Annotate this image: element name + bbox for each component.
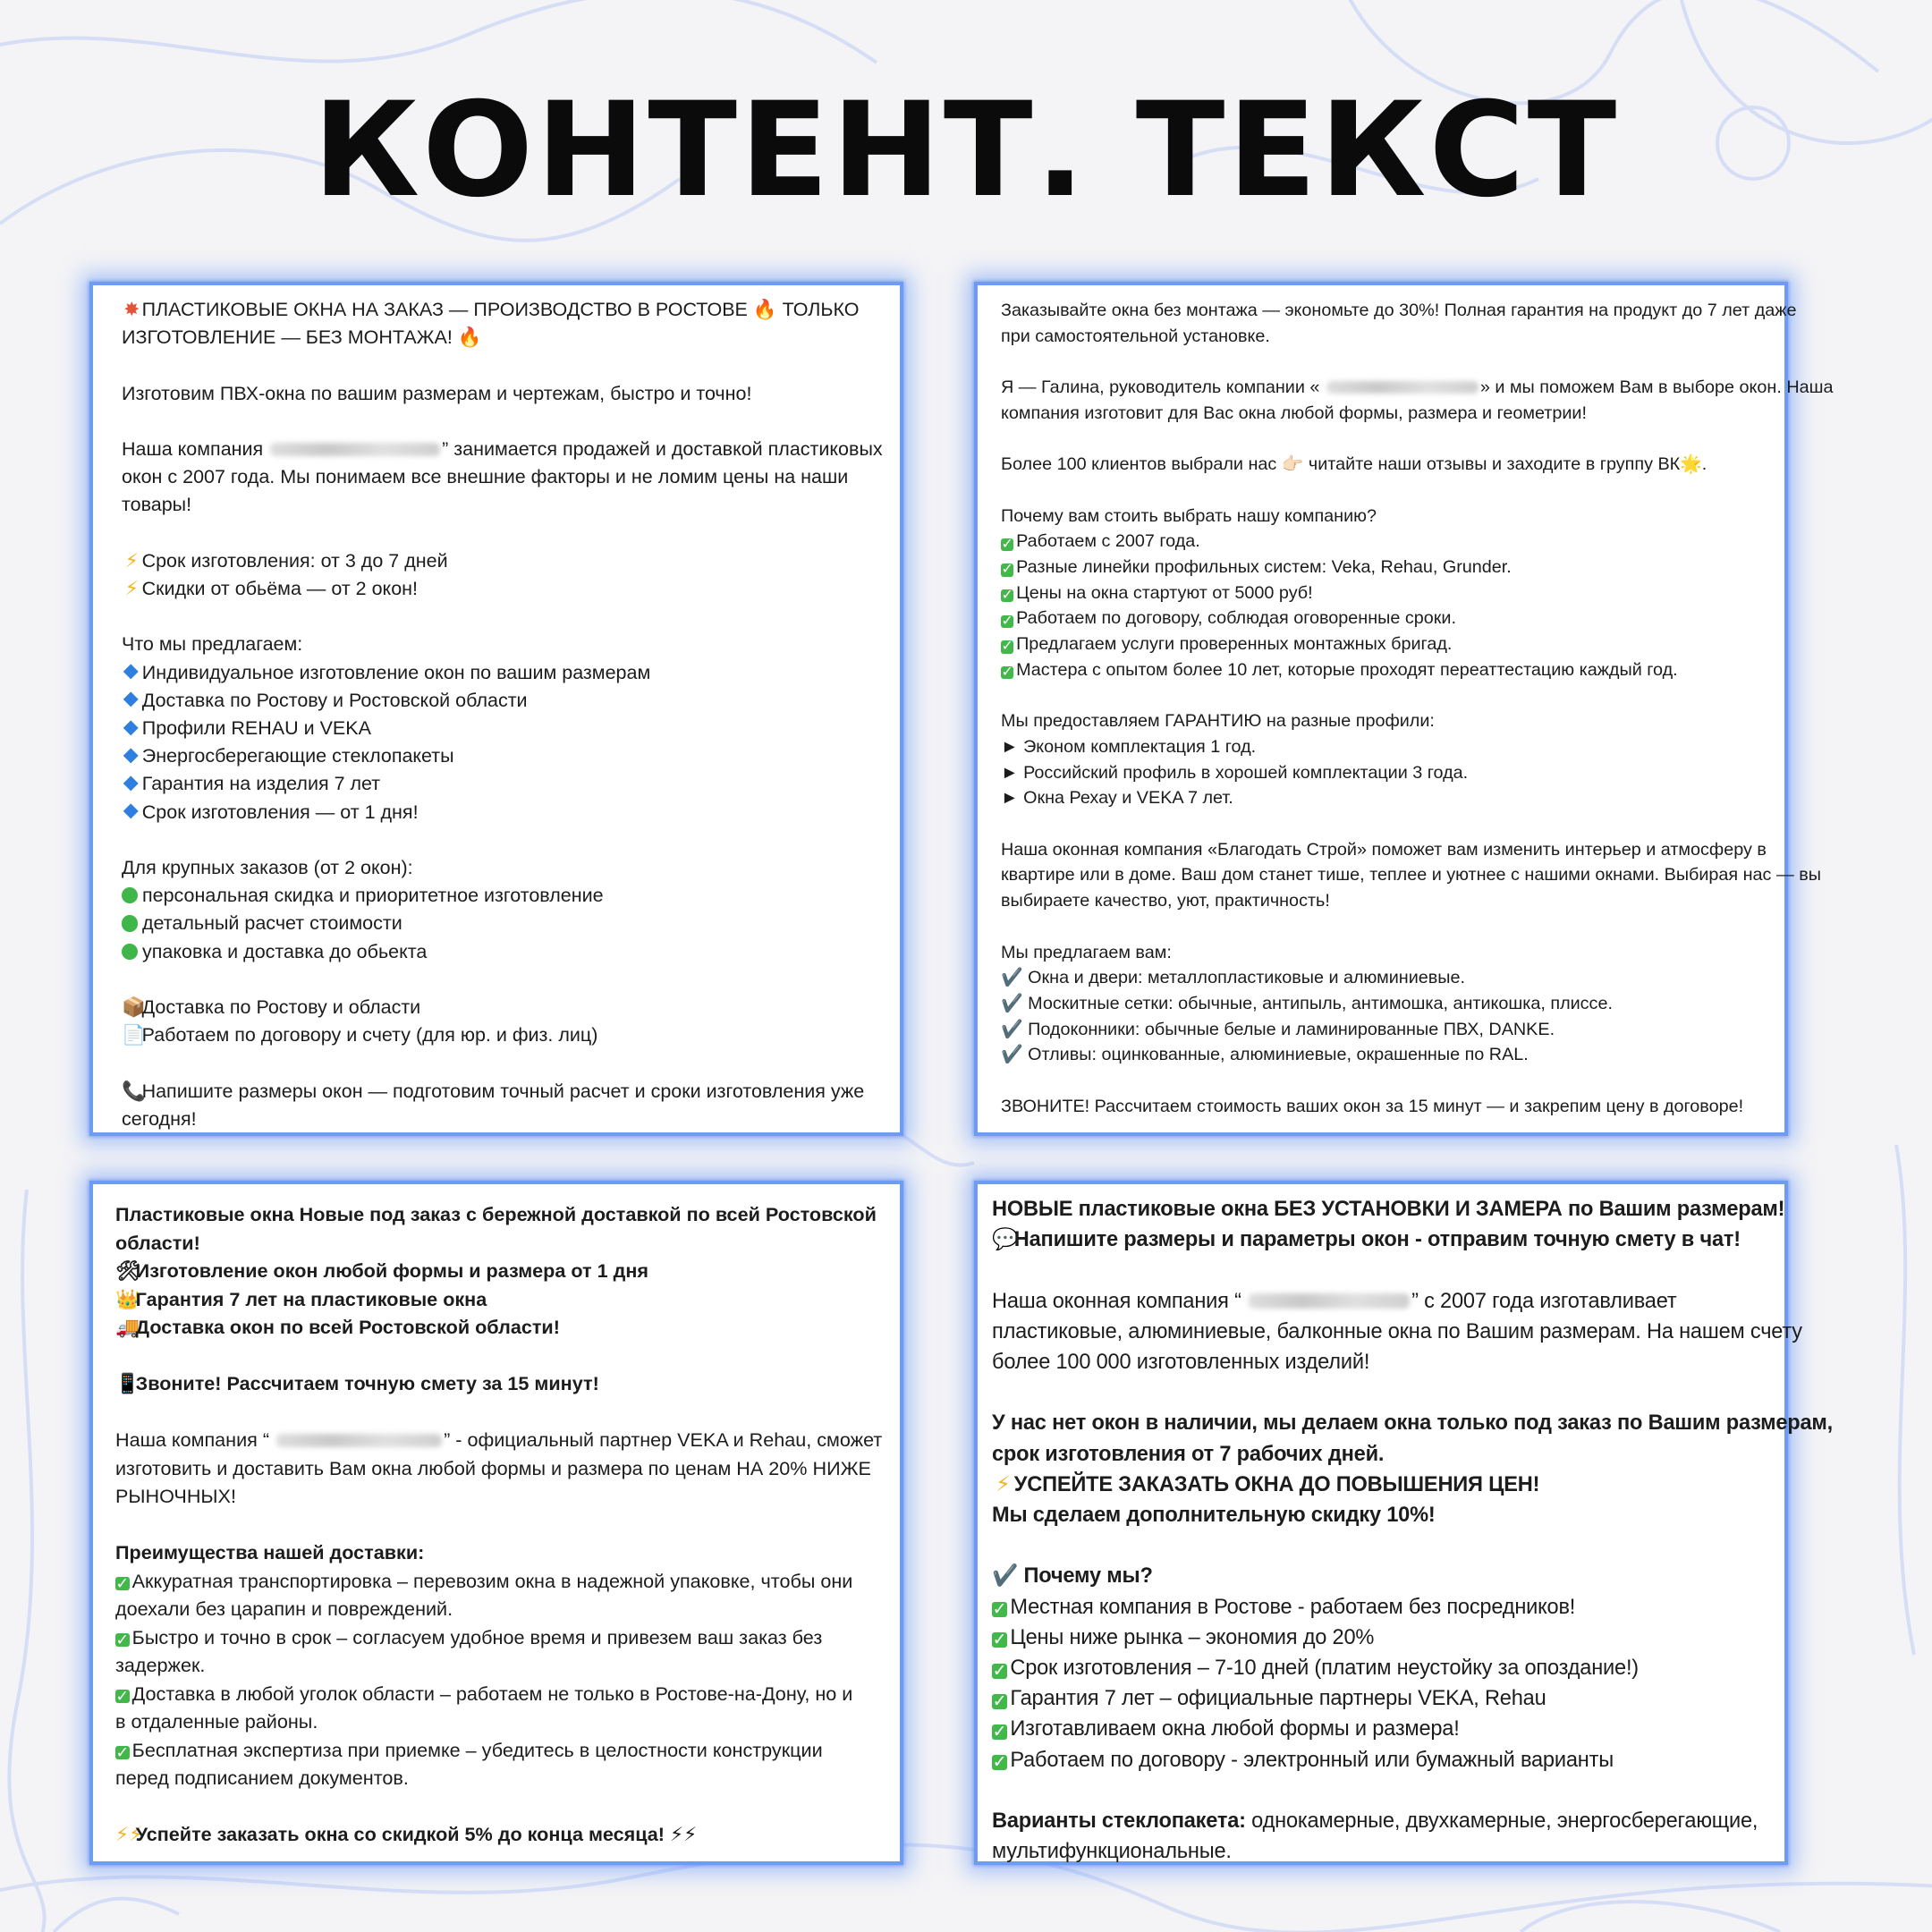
blue-diamond-icon bbox=[123, 748, 139, 764]
text-line bbox=[1001, 940, 1761, 966]
burst-icon: ✸ bbox=[123, 299, 140, 320]
checkmark-icon: ✓ bbox=[1001, 536, 1013, 552]
text-line bbox=[1001, 478, 1761, 504]
text-line bbox=[992, 1714, 1765, 1744]
line-text: окон с 2007 года. Мы понимаем все внешние факторы и не ломим цены на наши bbox=[122, 466, 849, 488]
mobile-phone-icon: 📱 bbox=[115, 1372, 140, 1394]
checkmark-icon: ✓ bbox=[992, 1722, 1007, 1741]
text-line bbox=[122, 826, 873, 854]
line-text: Индивидуальное изготовление окон по вашим размерам bbox=[141, 661, 651, 683]
text-line bbox=[1001, 683, 1761, 709]
double-lightning-icon: ⚡⚡ bbox=[115, 1823, 143, 1845]
text-line bbox=[122, 1021, 873, 1049]
line-text: Энергосберегающие стеклопакеты bbox=[141, 745, 454, 767]
text-line bbox=[1001, 708, 1761, 734]
line-text: Разные линейки профильных систем: Veka, Rehau, Grunder. bbox=[1016, 557, 1512, 578]
redacted-company-name bbox=[1249, 1293, 1410, 1309]
text-line bbox=[1001, 862, 1821, 888]
line-text: в отдаленные районы. bbox=[115, 1710, 318, 1733]
text-line bbox=[122, 994, 873, 1021]
text-line bbox=[992, 1500, 1765, 1530]
text-line bbox=[992, 1806, 1765, 1836]
variants-text: однокамерные, двухкамерные, энергосберегающие, bbox=[1245, 1809, 1758, 1834]
text-line bbox=[122, 742, 873, 770]
text-line bbox=[1001, 785, 1761, 811]
text-line bbox=[1001, 375, 1834, 401]
text-line bbox=[1001, 657, 1761, 683]
text-line bbox=[1001, 555, 1761, 580]
text-line bbox=[115, 1313, 877, 1342]
text-line bbox=[115, 1595, 877, 1623]
line-text: персональная скидка и приоритетное изготовление bbox=[141, 885, 604, 907]
line-text: УСПЕЙТЕ ЗАКАЗАТЬ ОКНА ДО ПОВЫШЕНИЯ ЦЕН! bbox=[1013, 1472, 1540, 1496]
text-line bbox=[992, 1623, 1765, 1653]
text-line bbox=[122, 603, 873, 631]
package-icon: 📦 bbox=[122, 996, 146, 1019]
text-line bbox=[122, 491, 873, 519]
line-text: Доставка по Ростову и Ростовской области bbox=[141, 689, 528, 711]
text-line bbox=[115, 1229, 877, 1258]
text-line bbox=[1001, 580, 1761, 606]
line-text: Местная компания в Ростове - работаем без посредников! bbox=[1010, 1595, 1576, 1619]
line-text: Работаем по договору и счету (для юр. и физ. лиц) bbox=[141, 1024, 598, 1046]
text-line bbox=[992, 1836, 1765, 1867]
line-text: Изготовим ПВХ-окна по вашим размерам и чертежам, быстро и точно! bbox=[122, 382, 752, 404]
text-line bbox=[115, 1200, 877, 1229]
text-line bbox=[992, 1439, 1765, 1470]
text-line bbox=[115, 1285, 877, 1314]
text-line bbox=[115, 1707, 877, 1736]
line-text: Бесплатная экспертиза при приемке – убедитесь в целостности конструкции bbox=[131, 1738, 823, 1761]
text-line bbox=[1001, 1042, 1761, 1068]
post-card-2 bbox=[974, 282, 1834, 1136]
text-line bbox=[1001, 1017, 1761, 1043]
line-text: Преимущества нашей доставки: bbox=[115, 1541, 425, 1563]
line-suffix: » и мы поможем Вам в выборе окон. Наша bbox=[1479, 377, 1834, 398]
line-text: перед подписанием документов. bbox=[115, 1767, 409, 1789]
line-text: изготовить и доставить Вам окна любой формы и размера по ценам НА 20% НИЖЕ bbox=[115, 1456, 871, 1479]
text-line bbox=[122, 799, 873, 826]
line-text: Профили REHAU и VEKA bbox=[141, 717, 371, 740]
line-text: ► Российский профиль в хорошей комплектации 3 года. bbox=[1001, 762, 1469, 783]
line-text: пластиковые, алюминиевые, балконные окна по Вашим размерам. На нашем счету bbox=[992, 1319, 1802, 1343]
text-line bbox=[992, 1530, 1765, 1561]
line-text: ИЗГОТОВЛЕНИЕ — БЕЗ МОНТАЖА! bbox=[122, 326, 458, 349]
text-line bbox=[115, 1398, 877, 1427]
text-line bbox=[115, 1567, 877, 1596]
line-text: Заказывайте окна без монтажа — экономьте до 30%! Полная гарантия на продукт до 7 лет даже bbox=[1001, 301, 1797, 320]
text-line bbox=[115, 1764, 877, 1792]
text-line bbox=[1001, 324, 1761, 350]
checkmark-icon: ✓ bbox=[992, 1661, 1007, 1681]
text-line bbox=[122, 1049, 873, 1077]
checkmark-icon: ✓ bbox=[1001, 613, 1013, 629]
line-suffix: 🔥 ТОЛЬКО bbox=[752, 299, 860, 320]
text-line bbox=[122, 966, 873, 994]
line-text: Звоните! Рассчитаем точную смету за 15 минут! bbox=[135, 1372, 599, 1394]
text-line bbox=[115, 1369, 877, 1398]
line-text: У нас нет окон в наличии, мы делаем окна только под заказ по Вашим размерам, bbox=[992, 1411, 1834, 1436]
line-text: детальный расчет стоимости bbox=[141, 912, 402, 935]
text-line bbox=[122, 659, 873, 687]
text-line bbox=[115, 1454, 877, 1483]
post-card-3 bbox=[89, 1181, 903, 1865]
text-line bbox=[122, 408, 873, 436]
tools-icon: 🛠 bbox=[115, 1259, 140, 1282]
checkmark-icon: ✓ bbox=[115, 1573, 129, 1592]
line-suffix: ” с 2007 года изготавливает bbox=[1411, 1289, 1677, 1313]
line-text: Наша оконная компания “ bbox=[992, 1289, 1248, 1313]
line-text: Мы предоставляем ГАРАНТИЮ на разные профили: bbox=[1001, 711, 1435, 732]
text-line bbox=[992, 1224, 1765, 1255]
line-text: Мы сделаем дополнительную скидку 10%! bbox=[992, 1504, 1436, 1528]
line-text: Срок изготовления – 7-10 дней (платим неустойку за опоздание!) bbox=[1010, 1657, 1639, 1681]
text-line bbox=[122, 1106, 873, 1133]
phone-icon: 📞 bbox=[122, 1080, 146, 1102]
text-line bbox=[122, 631, 873, 658]
line-text: Успейте заказать окна со скидкой 5% до конца месяца! bbox=[135, 1823, 670, 1845]
text-line bbox=[122, 770, 873, 798]
text-line bbox=[122, 882, 873, 910]
text-line bbox=[1001, 965, 1761, 991]
line-text: компания изготовит для Вас окна любой формы, размера и геометрии! bbox=[1001, 402, 1587, 423]
line-text: Изготавливаем окна любой формы и размера! bbox=[1010, 1717, 1460, 1741]
text-line bbox=[115, 1651, 877, 1680]
text-line bbox=[122, 575, 873, 603]
line-text: Цены ниже рынка – экономия до 20% bbox=[1010, 1625, 1375, 1649]
text-line bbox=[992, 1775, 1765, 1806]
line-text: доехали без царапин и повреждений. bbox=[115, 1597, 453, 1620]
redacted-company-name bbox=[276, 1434, 442, 1448]
text-line bbox=[992, 1683, 1765, 1714]
text-line bbox=[115, 1680, 877, 1708]
line-text: Доставка в любой уголок области – работаем не только в Ростове-на-Дону, но и bbox=[131, 1682, 853, 1705]
checkmark-icon: ✓ bbox=[115, 1686, 129, 1705]
text-line bbox=[1001, 298, 1797, 324]
text-line bbox=[122, 296, 873, 324]
line-suffix: ⚡⚡ bbox=[670, 1823, 698, 1845]
text-line bbox=[1001, 760, 1761, 786]
checkmark-icon: ✓ bbox=[992, 1691, 1007, 1711]
checkmark-icon: ✓ bbox=[115, 1742, 129, 1761]
line-text: ► Окна Рехау и VEKA 7 лет. bbox=[1001, 788, 1233, 809]
blue-diamond-icon bbox=[123, 692, 139, 708]
redacted-company-name bbox=[1326, 381, 1479, 394]
line-text: Аккуратная транспортировка – перевозим окна в надежной упаковке, чтобы они bbox=[131, 1569, 853, 1592]
text-line bbox=[1001, 452, 1761, 478]
line-text: Доставка по Ростову и области bbox=[141, 996, 421, 1019]
line-text: Быстро и точно в срок – согласуем удобное время и привезем ваш заказ без bbox=[131, 1625, 823, 1648]
text-line bbox=[122, 324, 873, 352]
lightning-icon: ⚡ bbox=[996, 1472, 1011, 1496]
checkmark-icon: ✓ bbox=[115, 1630, 129, 1648]
line-text: Напишите размеры и параметры окон - отправим точную смету в чат! bbox=[1013, 1228, 1741, 1252]
checkmark-icon: ✓ bbox=[992, 1600, 1007, 1620]
text-line bbox=[1001, 401, 1761, 427]
text-line bbox=[115, 1511, 877, 1539]
line-text: при самостоятельной установке. bbox=[1001, 326, 1270, 346]
line-text: области! bbox=[115, 1231, 200, 1254]
blue-diamond-icon bbox=[123, 775, 139, 792]
line-text: товары! bbox=[122, 494, 192, 516]
line-text: Наша оконная компания «Благодать Строй» поможет вам изменить интерьер и атмосферу в bbox=[1001, 839, 1767, 860]
line-text: Мы предлагаем вам: bbox=[1001, 942, 1172, 962]
text-line bbox=[122, 380, 873, 408]
line-text: мультифункциональные. bbox=[992, 1840, 1232, 1864]
line-text: сегодня! bbox=[122, 1107, 197, 1130]
text-line bbox=[115, 1426, 883, 1454]
text-line bbox=[1001, 606, 1761, 631]
checkmark-icon: ✓ bbox=[992, 1631, 1007, 1650]
line-text: квартире или в доме. Ваш дом станет тише, теплее и уютнее с нашими окнами. Выбирая нас — вы bbox=[1001, 865, 1821, 886]
text-line bbox=[1001, 504, 1761, 530]
blue-diamond-icon bbox=[123, 804, 139, 820]
line-suffix: ” - официальный партнер VEKA и Rehau, сможет bbox=[444, 1428, 883, 1451]
text-line bbox=[1001, 1068, 1761, 1094]
text-line bbox=[122, 547, 873, 575]
text-line bbox=[122, 352, 873, 379]
post-card-4 bbox=[974, 1181, 1834, 1865]
green-circle-icon bbox=[122, 887, 138, 903]
line-text: Работаем по договору, соблюдая оговоренные сроки. bbox=[1016, 608, 1456, 629]
line-text: ✔️ Отливы: оцинкованные, алюминиевые, окрашенные по RAL. bbox=[1001, 1045, 1529, 1065]
line-text: Срок изготовления: от 3 до 7 дней bbox=[141, 549, 448, 572]
line-text: Напишите размеры окон — подготовим точный расчет и сроки изготовления уже bbox=[141, 1080, 865, 1102]
speech-bubble-icon: 💬 bbox=[992, 1228, 1019, 1252]
text-line bbox=[115, 1792, 877, 1821]
lightning-icon: ⚡ bbox=[124, 549, 139, 572]
text-line bbox=[122, 910, 873, 937]
text-line bbox=[992, 1286, 1765, 1317]
document-icon: 📄 bbox=[122, 1024, 146, 1046]
line-suffix: ” занимается продажей и доставкой пластиковых bbox=[442, 438, 883, 461]
lightning-icon: ⚡ bbox=[124, 578, 139, 600]
page-title: КОНТЕНТ. ТЕКСТ bbox=[312, 74, 1620, 226]
line-text: ✔️ Окна и двери: металлопластиковые и алюминиевые. bbox=[1001, 968, 1466, 988]
text-line bbox=[1001, 631, 1761, 657]
text-line bbox=[1001, 811, 1761, 837]
line-text: Работаем по договору - электронный или бумажный варианты bbox=[1010, 1748, 1614, 1772]
text-line bbox=[1001, 991, 1761, 1017]
variants-label: Варианты стеклопакета: bbox=[992, 1809, 1246, 1834]
text-line bbox=[122, 715, 873, 742]
text-line bbox=[992, 1317, 1802, 1347]
text-line bbox=[122, 463, 873, 491]
line-suffix: 🔥 bbox=[457, 326, 482, 349]
line-text: срок изготовления от 7 рабочих дней. bbox=[992, 1442, 1385, 1466]
line-text: Почему вам стоить выбрать нашу компанию? bbox=[1001, 505, 1377, 526]
line-text: Доставка окон по всей Ростовской области! bbox=[135, 1316, 560, 1338]
line-text: Наша компания “ bbox=[115, 1428, 275, 1451]
text-line bbox=[1001, 888, 1761, 914]
text-line bbox=[115, 1820, 877, 1849]
text-line bbox=[115, 1623, 877, 1652]
text-line bbox=[992, 1745, 1765, 1775]
checkmark-icon: ✓ bbox=[1001, 562, 1013, 578]
line-text: задержек. bbox=[115, 1654, 206, 1676]
text-line bbox=[992, 1470, 1765, 1500]
text-line bbox=[115, 1482, 877, 1511]
checkmark-icon: ✓ bbox=[1001, 665, 1013, 681]
checkmark-icon: ✓ bbox=[1001, 639, 1013, 655]
post-card-1 bbox=[89, 282, 903, 1136]
text-line bbox=[1001, 734, 1761, 760]
green-circle-icon bbox=[122, 915, 138, 931]
redacted-company-name bbox=[270, 443, 440, 456]
text-line bbox=[1001, 427, 1761, 453]
text-line bbox=[122, 1078, 873, 1106]
text-line bbox=[992, 1408, 1834, 1438]
text-line bbox=[122, 436, 883, 463]
line-text: ► Эконом комплектация 1 год. bbox=[1001, 736, 1257, 757]
checkmark-icon: ✓ bbox=[992, 1753, 1007, 1773]
text-line bbox=[992, 1653, 1765, 1683]
text-line bbox=[122, 938, 873, 966]
line-text: Гарантия 7 лет на пластиковые окна bbox=[135, 1287, 487, 1310]
line-text: РЫНОЧНЫХ! bbox=[115, 1485, 236, 1507]
text-line bbox=[992, 1347, 1765, 1377]
line-text: Мастера с опытом более 10 лет, которые проходят переаттестацию каждый год. bbox=[1016, 659, 1678, 680]
line-text: Более 100 клиентов выбрали нас bbox=[1001, 454, 1282, 475]
text-line bbox=[1001, 349, 1761, 375]
line-text: Изготовление окон любой формы и размера от 1 дня bbox=[135, 1259, 648, 1282]
text-line bbox=[115, 1342, 877, 1370]
text-line bbox=[992, 1255, 1765, 1285]
checkmark-icon: ✓ bbox=[1001, 588, 1013, 603]
line-text: Гарантия 7 лет – официальные партнеры VEKA, Rehau bbox=[1010, 1687, 1546, 1711]
green-circle-icon bbox=[122, 944, 138, 960]
line-text: Для крупных заказов (от 2 окон): bbox=[122, 857, 413, 879]
text-line bbox=[992, 1592, 1765, 1623]
text-line bbox=[115, 1538, 877, 1567]
line-text: ✔️ Почему мы? bbox=[992, 1564, 1153, 1589]
line-text: ✔️ Москитные сетки: обычные, антипыль, антимошка, антикошка, плиссе. bbox=[1001, 993, 1613, 1013]
line-text: ЗВОНИТЕ! Рассчитаем стоимость ваших окон за 15 минут — и закрепим цену в договоре! bbox=[1001, 1096, 1744, 1116]
line-text: Цены на окна стартуют от 5000 руб! bbox=[1016, 582, 1313, 603]
line-suffix: 👉🏻 читайте наши отзывы и заходите в группу ВК🌟. bbox=[1281, 454, 1707, 475]
blue-diamond-icon bbox=[123, 720, 139, 736]
line-text: Что мы предлагаем: bbox=[122, 633, 303, 656]
line-text: Срок изготовления — от 1 дня! bbox=[141, 801, 419, 823]
text-line bbox=[1001, 837, 1767, 863]
crown-icon: 👑 bbox=[115, 1287, 140, 1310]
text-line bbox=[122, 854, 873, 882]
line-text: Скидки от обьёма — от 2 окон! bbox=[141, 578, 419, 600]
text-line bbox=[992, 1377, 1765, 1408]
line-text: упаковка и доставка до обьекта bbox=[141, 940, 428, 962]
text-line bbox=[122, 520, 873, 547]
line-text: более 100 000 изготовленных изделий! bbox=[992, 1351, 1370, 1375]
text-line bbox=[1001, 529, 1761, 555]
text-line bbox=[1001, 1094, 1761, 1120]
line-text: ✔️ Подоконники: обычные белые и ламинированные ПВХ, DANKE. bbox=[1001, 1019, 1555, 1039]
text-line bbox=[1001, 914, 1761, 940]
line-text: Я — Галина, руководитель компании « bbox=[1001, 377, 1325, 398]
text-line bbox=[992, 1194, 1785, 1224]
text-line bbox=[115, 1257, 877, 1285]
line-text: НОВЫЕ пластиковые окна БЕЗ УСТАНОВКИ И ЗАМЕРА по Вашим размерам! bbox=[992, 1198, 1785, 1221]
line-text: выбираете качество, уют, практичность! bbox=[1001, 891, 1330, 911]
line-text: Работаем с 2007 года. bbox=[1016, 531, 1200, 552]
line-text: ПЛАСТИКОВЫЕ ОКНА НА ЗАКАЗ — ПРОИЗВОДСТВО В РОСТОВЕ bbox=[141, 299, 753, 320]
line-text: Пластиковые окна Новые под заказ с бережной доставкой по всей Ростовской bbox=[115, 1203, 877, 1225]
line-text: Предлагаем услуги проверенных монтажных бригад. bbox=[1016, 634, 1453, 655]
line-text: Гарантия на изделия 7 лет bbox=[141, 773, 381, 795]
line-text: Наша компания bbox=[122, 438, 269, 461]
truck-icon: 🚚 bbox=[115, 1316, 140, 1338]
blue-diamond-icon bbox=[123, 665, 139, 681]
text-line bbox=[992, 1561, 1765, 1591]
text-line bbox=[115, 1736, 877, 1765]
text-line bbox=[122, 687, 873, 715]
